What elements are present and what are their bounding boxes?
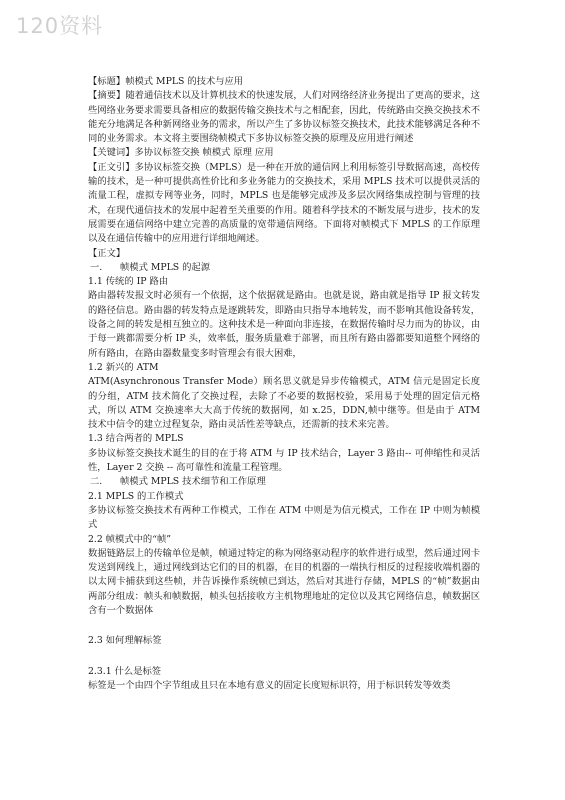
section-heading-1: 一. 帧模式 MPLS 的起源: [90, 261, 210, 273]
title-line: [88, 75, 480, 89]
paragraph-2-3-1: 标签是一个由四个字节组成且只在本地有意义的固定长度短标识符，用于标识转发等效类: [88, 679, 451, 691]
title-label: 【标题】: [88, 76, 126, 87]
intro-label: 【正文引】: [88, 161, 135, 173]
paragraph-1-3: 多协议标签交换技术诞生的目的在于将 ATM 与 IP 技术结合，Layer 3 路由-- 可伸缩性和灵活性，Layer 2 交换 -- 高可靠性和流量工程管理。: [88, 447, 480, 474]
watermark: 120资料: [16, 14, 104, 38]
abstract-label: 【摘要】: [88, 90, 126, 102]
body-label: 【正文】: [88, 247, 126, 259]
subsection-heading-1-1: 1.1 传统的 IP 路由: [88, 276, 169, 288]
subsection-heading-2-2: 2.2 帧模式中的“帧”: [88, 533, 172, 545]
document-body: [88, 75, 480, 693]
subsection-heading-1-2: 1.2 新兴的 ATM: [88, 361, 159, 373]
abstract-paragraph: [88, 89, 480, 146]
intro-text: 多协议标签交换（MPLS）是一种在开放的通信网上利用标签引导数据高速，高校传输的技术，是一种可提供高性价比和多业务能力的交换技术，采用 MPLS 技术可以提供灵活的流量工程，虚拟专网等业务，同时，MPLS 也是能够完成涉及多层次网络集成控制与管理的技术，在现代通信技术的发展中起着至关重要的作用。随着科学技术的不断发展与进步，技术的发展需要在通信网络中建立完善的高质量的宽带通信网络。下面将对帧模式下 MPLS 的工作原理以及在通信传输中的应用进行详细地阐述。: [88, 161, 480, 245]
section-heading-2: 二. 帧模式 MPLS 技术细节和工作原理: [90, 476, 266, 488]
subsection-heading-2-3-1: 2.3.1 什么是标签: [88, 665, 162, 677]
paragraph-1-1: 路由器转发报文时必须有一个依据，这个依据就是路由。也就是说，路由就是指导 IP 报文转发的路径信息。路由器的转发特点是逐跳转发，即路由只指导本地转发，而不影响其他设备转发，设备之间的转发是相互独立的。这种技术是一种面向非连接，在数据传输时尽力而为的协议，由于每一跳都需要分析 IP 头，效率低，服务质量难于部署，而且所有路由器都要知道整个网络的所有路由，在路由器数量变多时管理会有很大困难，: [88, 290, 480, 359]
paragraph-1-2: ATM(Asynchronous Transfer Mode）顾名思义就是异步传输模式，ATM 信元是固定长度的分组，ATM 技术简化了交换过程，去除了不必要的数据校验，采用易于处理的固定信元格式，所以 ATM 交换速率大大高于传统的数据网，如 x.25，DDN,帧中继等。但是由于 ATM 技术中信令的建立过程复杂，路由灵活性差等缺点，还需新的技术来完善。: [88, 376, 480, 431]
intro-paragraph: [88, 161, 480, 247]
keywords-line: [88, 146, 480, 160]
abstract-text: 随着通信技术以及计算机技术的快速发展，人们对网络经济业务提出了更高的要求，这些网络业务要求需要具备相应的数据传输交换技术与之相配套，因此，传统路由交换交换技术不能充分地满足各种新网络业务的需求，所以产生了多协议标签交换技术，此技术能够满足各种不同的业务需求。本文将主要围绕帧模式下多协议标签交换的原理及应用进行阐述: [88, 90, 480, 145]
subsection-heading-1-3: 1.3 结合两者的 MPLS: [88, 433, 184, 445]
document-title: 帧模式 MPLS 的技术与应用: [125, 76, 244, 87]
subsection-heading-2-1: 2.1 MPLS 的工作模式: [88, 490, 184, 502]
keywords-text: 多协议标签交换 帧模式 原理 应用: [134, 147, 274, 159]
subsection-heading-2-3: 2.3 如何理解标签: [88, 635, 162, 647]
keywords-label: 【关键词】: [88, 147, 135, 159]
spacer: [88, 649, 480, 665]
paragraph-2-1: 多协议标签交换技术有两种工作模式，工作在 ATM 中则是为信元模式，工作在 IP 中则为帧模式: [88, 504, 480, 531]
paragraph-2-2: 数据链路层上的传输单位是帧，帧通过特定的称为网络驱动程序的软件进行成型，然后通过网卡发送到网线上，通过网线到达它们的目的机器，在目的机器的一端执行相反的过程接收端机器的以太网卡捕获到这些帧，并告诉操作系统帧已到达，然后对其进行存储，MPLS 的“帧”数据由两部分组成：帧头和帧数据，帧头包括接收方主机物理地址的定位以及其它网络信息，帧数据区含有一个数据体: [88, 547, 480, 616]
spacer: [88, 618, 480, 634]
